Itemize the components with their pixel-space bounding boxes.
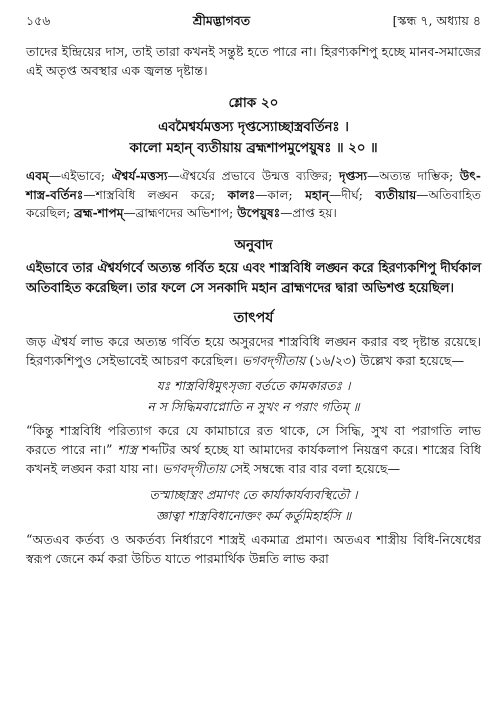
quoted-verse-line: ন স সিদ্ধিমবাপ্নোতি ন সুখং ন পরাং গতিম্‌ ॥ bbox=[147, 400, 360, 415]
purport-heading: তাৎপর্য bbox=[233, 309, 274, 326]
purport-paragraph-2 bbox=[26, 422, 481, 479]
synonym-meaning: —ঐশ্বর্যের প্রভাবে উন্মত্ত ব্যক্তির; bbox=[167, 169, 340, 184]
synonym-meaning: —শাস্ত্রবিধি লঙ্ঘন করে; bbox=[83, 187, 228, 202]
purport-text: (১৬/২৩) উল্লেখ করা হয়েছে— bbox=[305, 352, 465, 368]
page-number: ১৫৬ bbox=[26, 13, 51, 28]
synonym-term: এবম্ bbox=[26, 169, 49, 184]
verse-heading: শ্লোক ২০ bbox=[228, 94, 279, 111]
quoted-verse-line: জ্ঞাত্বা শাস্ত্রবিধানোক্তং কর্ম কর্তুমিহার্হসি ॥ bbox=[155, 508, 352, 523]
gita-reference: ভগবদ্‌গীতায় bbox=[162, 460, 226, 476]
synonym-meaning: —এইভাবে; bbox=[48, 169, 112, 184]
purport-text: সেই সম্বন্ধে বার বার বলা হয়েছে— bbox=[225, 460, 401, 476]
word-synonyms bbox=[26, 167, 481, 223]
quoted-verse-line: যঃ শাস্ত্রবিধিমুৎসৃজ্য বর্ততে কামকারতঃ । bbox=[156, 379, 351, 394]
verse-line-1: এবমৈশ্বর্যমত্তস্য দৃপ্তস্যোচ্ছাস্ত্রবর্তিনঃ । bbox=[158, 119, 349, 135]
synonym-meaning: —দীর্ঘ; bbox=[329, 187, 376, 202]
verse-text bbox=[26, 117, 481, 160]
purport-text: জড় ঐশ্বর্য লাভ করে অত্যন্ত গর্বিত হয়ে অসুরদের শাস্ত্রবিধি লঙ্ঘন করার বহু দৃষ্টান্ত রয়েছে। হিরণ্যকশিপুও সেইভাবেই আচরণ করেছিল। bbox=[26, 333, 481, 368]
synonym-term: দৃপ্তস্য bbox=[339, 169, 368, 184]
gita-reference: ভগবদ্‌গীতায় bbox=[241, 352, 306, 368]
synonym-meaning: —কাল; bbox=[255, 187, 306, 202]
translation-heading: অনুবাদ bbox=[234, 236, 273, 253]
purport-text: “কিন্তু শাস্ত্রবিধি পরিত্যাগ করে যে কামাচারে রত থাকে, সে সিদ্ধি, সুখ বা পরাগতি লাভ করতে পারে না।” bbox=[26, 423, 481, 458]
shastra-term: শাস্ত্র bbox=[117, 442, 138, 458]
synonym-term: ব্রহ্ম-শাপম্ bbox=[74, 206, 124, 221]
intro-paragraph bbox=[26, 43, 481, 81]
purport-paragraph-3: “অতএব কর্তব্য ও অকর্তব্য নির্ধারণে শাস্ত্রই একমাত্র প্রমাণ। অতএব শাস্ত্রীয় বিধি-নিষেধের স্বরূপ জেনে কর্ম করা উচিত যাতে পারমার্থিক উন্নতি লাভ করা bbox=[26, 531, 481, 566]
synonym-term: ঐশ্বর্য-মত্তস্য bbox=[111, 169, 168, 184]
synonym-term: কালঃ bbox=[227, 187, 256, 202]
synonym-term: ব্যতীয়ায় bbox=[375, 187, 417, 202]
synonym-term: উপেয়ুষঃ bbox=[237, 206, 281, 221]
chapter-location: [স্কন্ধ ৭, অধ্যায় ৪ bbox=[392, 13, 481, 28]
page-header bbox=[26, 12, 481, 31]
synonym-meaning: —ব্রাহ্মণদের অভিশাপ; bbox=[123, 206, 238, 221]
synonym-term: মহান্ bbox=[305, 187, 330, 202]
quoted-verse-line: তস্মাচ্ছাস্ত্রং প্রমাণং তে কার্যাকার্যব্যবস্থিতৌ । bbox=[149, 487, 358, 502]
verse-line-2: কালো মহান্‌ ব্যতীয়ায় ব্রহ্মশাপমুপেয়ুষঃ ॥ ২০ ॥ bbox=[129, 141, 378, 157]
intro-line-2: মানব-সমাজের এই অতৃপ্ত অবস্থার এক জ্বলন্ত দৃষ্টান্ত। bbox=[26, 43, 481, 78]
quoted-verse-2 bbox=[26, 485, 481, 527]
purport-text: শব্দটির অর্থ হচ্ছে যা আমাদের কার্যকলাপ নিয়ন্ত্রণ করে। শাস্ত্রের বিধি কখনই লঙ্ঘন করা যায় না। bbox=[26, 442, 481, 476]
synonym-term: উৎ-শাস্ত্র-বর্তিনঃ bbox=[26, 169, 481, 202]
synonym-meaning: —প্রাপ্ত হয়। bbox=[280, 206, 337, 221]
synonym-meaning: —অতিবাহিত করেছিল; bbox=[26, 187, 481, 221]
quoted-verse-1 bbox=[26, 376, 481, 418]
intro-line-1: তাদের ইন্দ্রিয়ের দাস, তাই তারা কখনই সন্তুষ্ট হতে পারে না। হিরণ্যকশিপু হচ্ছে bbox=[26, 43, 406, 59]
translation-text: এইভাবে তার ঐশ্বর্যগর্বে অত্যন্ত গর্বিত হয়ে এবং শাস্ত্রবিধি লঙ্ঘন করে হিরণ্যকশিপু দীর্ঘকাল অতিবাহিত করেছিল। তার ফলে সে সনকাদি মহান ব্রাহ্মণদের দ্বারা অভিশপ্ত হয়েছিল। bbox=[26, 261, 481, 297]
purport-paragraph-1 bbox=[26, 333, 481, 371]
synonym-meaning: —অত্যন্ত দাম্ভিক; bbox=[367, 169, 460, 184]
book-title: শ্রীমদ্ভাগবত bbox=[192, 13, 251, 28]
